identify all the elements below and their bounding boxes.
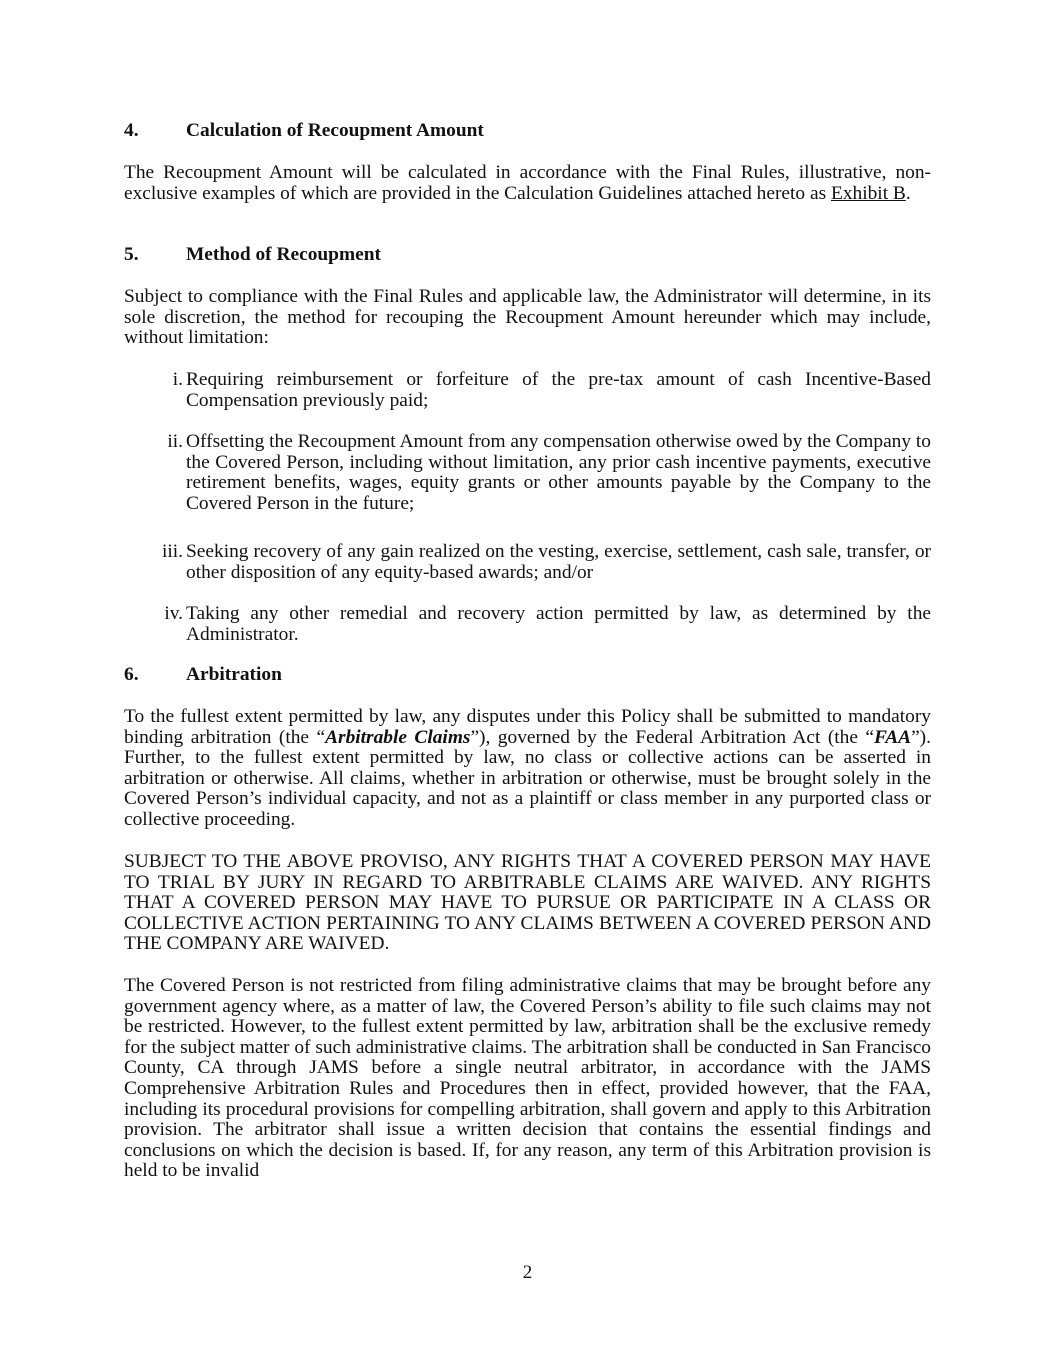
- section-4-title: Calculation of Recoupment Amount: [186, 120, 484, 141]
- list-item-text: Seeking recovery of any gain realized on the vesting, exercise, settlement, cash sale, transfer, or other disposition of any equity-based awards; and/or: [186, 541, 931, 583]
- list-item-text: Requiring reimbursement or forfeiture of the pre-tax amount of cash Incentive-Based Compensation previously paid;: [186, 369, 931, 411]
- list-item-marker: i.: [172, 369, 183, 390]
- section-4-number: 4.: [124, 120, 139, 141]
- paragraph-text: ”), governed by the Federal Arbitration Act (the “: [470, 726, 875, 748]
- exhibit-b-link: Exhibit B: [830, 182, 906, 204]
- defined-term-faa: FAA: [874, 726, 912, 748]
- section-4-heading: [124, 121, 931, 142]
- section-5-title: Method of Recoupment: [186, 244, 381, 265]
- list-item-text: Offsetting the Recoupment Amount from any compensation otherwise owed by the Company to the Covered Person, including without limitation, any prior cash incentive payments, executive retirement benefits, wages, equity grants or other amounts payable by the Company to the Covered Person in the future;: [186, 431, 931, 514]
- section-5-intro: Subject to compliance with the Final Rules and applicable law, the Administrator will determine, in its sole discretion, the method for recouping the Recoupment Amount hereunder which may include, without limitation:: [124, 286, 931, 349]
- list-item-marker: ii.: [167, 431, 183, 452]
- list-item-marker: iii.: [161, 541, 183, 562]
- section-6-paragraph-3: The Covered Person is not restricted from filing administrative claims that may be brought before any government agency where, as a matter of law, the Covered Person’s ability to file such claims may not be restricted. However, to the fullest extent permitted by law, arbitration shall be the exclusive remedy for the subject matter of such administrative claims. The arbitration shall be conducted in San Francisco County, CA through JAMS before a single neutral arbitrator, in accordance with the JAMS Comprehensive Arbitration Rules and Procedures then in effect, provided however, that the FAA, including its procedural provisions for compelling arbitration, shall govern and apply to this Arbitration provision. The arbitrator shall issue a written decision that contains the essential findings and conclusions on which the decision is based. If, for any reason, any term of this Arbitration provision is held to be invalid: [124, 975, 931, 1182]
- section-6-paragraph-1: [124, 707, 931, 831]
- paragraph-text: ”). Further, to the fullest extent permitted by law, no class or collective actions can be asserted in arbitration or otherwise. All claims, whether in arbitration or otherwise, must be brought solely in the Covered Person’s individual capacity, and not as a plaintiff or class member in any purported class or collective proceeding.: [124, 726, 931, 830]
- section-6-heading: [124, 665, 931, 686]
- paragraph-text: To the fullest extent permitted by law, any disputes under this Policy shall be submitted to mandatory binding arbitration (the “: [124, 706, 931, 748]
- page-number: 2: [522, 1262, 533, 1283]
- section-4-body-text: The Recoupment Amount will be calculated in accordance with the Final Rules, illustrative, non-exclusive examples of which are provided in the Calculation Guidelines attached hereto as: [124, 162, 931, 204]
- list-item-text: Taking any other remedial and recovery action permitted by law, as determined by the Administrator.: [186, 603, 931, 645]
- section-5-heading: [124, 245, 931, 266]
- section-6-title: Arbitration: [186, 664, 282, 685]
- section-4-body-end: .: [905, 182, 911, 204]
- section-6-jury-waiver: SUBJECT TO THE ABOVE PROVISO, ANY RIGHTS THAT A COVERED PERSON MAY HAVE TO TRIAL BY JURY IN REGARD TO ARBITRABLE CLAIMS ARE WAIVED. ANY RIGHTS THAT A COVERED PERSON MAY HAVE TO PURSUE OR PARTICIPATE IN A CLASS OR COLLECTIVE ACTION PERTAINING TO ANY CLAIMS BETWEEN A COVERED PERSON AND THE COMPANY ARE WAIVED.: [124, 851, 931, 955]
- section-4-body: [124, 163, 931, 204]
- section-6-number: 6.: [124, 664, 139, 685]
- section-5-number: 5.: [124, 244, 139, 265]
- defined-term-arbitrable-claims: Arbitrable Claims: [325, 726, 471, 748]
- list-item-marker: iv.: [164, 603, 183, 624]
